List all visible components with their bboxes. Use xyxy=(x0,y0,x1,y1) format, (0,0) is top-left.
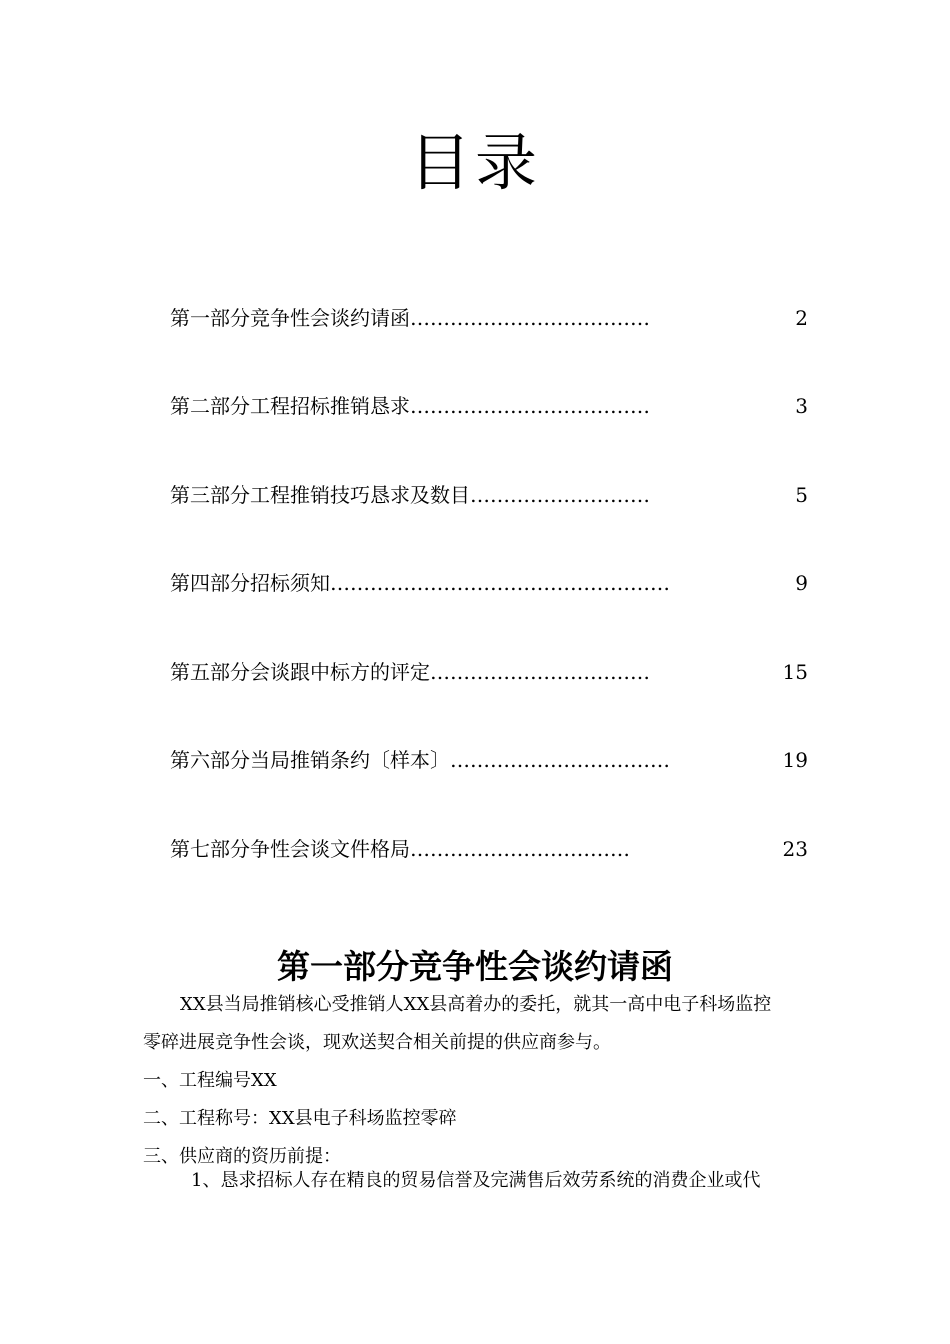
toc-title: 目录 xyxy=(408,126,541,199)
toc-entry[interactable] xyxy=(170,480,808,510)
toc-entry-page-number: 2 xyxy=(795,306,808,330)
toc-entry-label: 第五部分会谈跟中标方的评定…………………………… xyxy=(170,660,650,684)
toc-entry-label: 第二部分工程招标推销恳求……………………………… xyxy=(170,394,650,418)
toc-entry[interactable] xyxy=(170,303,808,333)
toc-entry-page-number: 5 xyxy=(795,483,808,507)
toc-entry[interactable] xyxy=(170,568,808,598)
list-item-project-number: 一、工程编号XX xyxy=(143,1070,277,1091)
toc-entry[interactable] xyxy=(170,834,808,864)
toc-entry[interactable] xyxy=(170,391,808,421)
list-item-qualifications: 三、供应商的资历前提： xyxy=(143,1146,341,1167)
toc-entry-label: 第六部分当局推销条约〔样本〕…………………………… xyxy=(170,748,670,772)
toc-entry-label: 第四部分招标须知…………………………………………… xyxy=(170,571,670,595)
toc-entry-label: 第三部分工程推销技巧恳求及数目……………………… xyxy=(170,483,650,507)
toc-entry-page-number: 9 xyxy=(795,571,808,595)
toc-entry-page-number: 3 xyxy=(795,394,808,418)
toc-entry-label: 第一部分竞争性会谈约请函……………………………… xyxy=(170,306,650,330)
toc-entry-page-number: 15 xyxy=(782,660,808,684)
toc-entry[interactable] xyxy=(170,657,808,687)
toc-entry-page-number: 23 xyxy=(782,837,808,861)
sub-item-1: 1、恳求招标人存在精良的贸易信誉及完满售后效劳系统的消费企业或代 xyxy=(191,1170,761,1191)
intro-paragraph-line-1: XX县当局推销核心受推销人XX县高着办的委托，就其一高中电子科场监控 xyxy=(180,994,772,1015)
section-title: 第一部分竞争性会谈约请函 xyxy=(277,947,673,986)
list-item-project-name: 二、工程称号：XX县电子科场监控零碎 xyxy=(143,1108,457,1129)
toc-entry[interactable] xyxy=(170,745,808,775)
intro-paragraph-line-2: 零碎进展竞争性会谈，现欢送契合相关前提的供应商参与。 xyxy=(143,1032,611,1053)
toc-entry-label: 第七部分争性会谈文件格局…………………………… xyxy=(170,837,630,861)
toc-entry-page-number: 19 xyxy=(782,748,808,772)
